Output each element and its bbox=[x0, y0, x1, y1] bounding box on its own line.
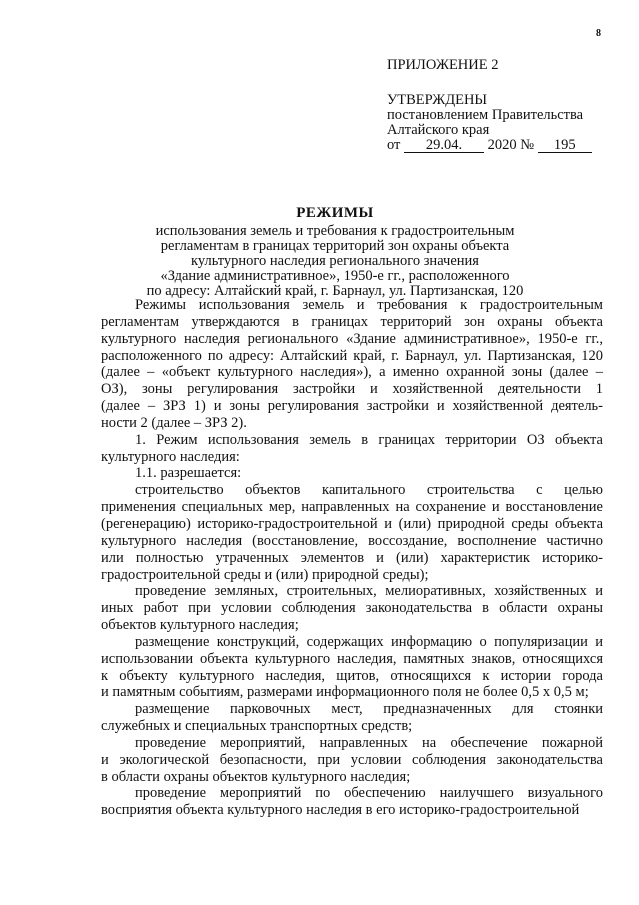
body-line: использовании объекта культурного наследия, памятных знаков, относящихся bbox=[101, 650, 603, 667]
body-line: иных работ при условии соблюдения законодательства в области охраны bbox=[101, 600, 603, 617]
body-line: (регенерацию) историко-градостроительной и (или) природной среды объекта bbox=[101, 515, 603, 532]
body-line: и экологической безопасности, при условии соблюдения законодательства bbox=[101, 751, 603, 768]
subtitle-line: культурного наследия регионального значения bbox=[191, 253, 479, 269]
body-line: (далее – ЗРЗ 1) и зоны регулирования застройки и хозяйственной деятель- bbox=[101, 398, 603, 415]
subtitle-line: по адресу: Алтайский край, г. Барнаул, ул. Партизанская, 120 bbox=[146, 283, 524, 299]
body-line: (далее – «объект культурного наследия»), а именно охранной зоны (далее – bbox=[101, 364, 603, 381]
body-line: служебных и специальных транспортных средств; bbox=[101, 718, 413, 735]
approval-line-1: постановлением Правительства bbox=[387, 107, 584, 123]
appendix-header bbox=[387, 58, 592, 153]
body-paragraph bbox=[101, 785, 603, 819]
body-paragraph bbox=[101, 634, 603, 701]
body-line: градостроительной среды и (или) природной среды); bbox=[101, 566, 429, 583]
subtitle-line: «Здание административное», 1950-е гг., расположенного bbox=[160, 268, 510, 284]
body-line: культурного наследия: bbox=[101, 448, 240, 465]
number-prefix: № bbox=[520, 137, 535, 153]
body-paragraph bbox=[101, 482, 603, 583]
approval-year: 2020 bbox=[487, 137, 517, 153]
body-line: 1. Режим использования земель в границах территории ОЗ объекта bbox=[135, 431, 603, 448]
approval-date: 29.04. bbox=[404, 139, 484, 153]
body-line: регламентам утверждаются в границах территорий зон охраны объекта bbox=[101, 313, 603, 330]
body-line: к объекту культурного наследия, щитов, относящихся к истории города bbox=[101, 667, 603, 684]
approved-label: УТВЕРЖДЕНЫ bbox=[387, 92, 488, 108]
body-paragraph bbox=[101, 701, 603, 735]
approval-number: 195 bbox=[538, 139, 592, 153]
body-line: Режимы использования земель и требования к градостроительным bbox=[135, 297, 603, 313]
body-paragraph bbox=[101, 297, 603, 432]
body-paragraph bbox=[101, 735, 603, 786]
from-prefix: от bbox=[387, 137, 401, 153]
body-line: восприятия объекта культурного наследия в его историко-градостроительной bbox=[101, 802, 580, 819]
body-line: или полностью утраченных элементов и (или) характеристик историко- bbox=[101, 549, 603, 566]
body-line: расположенного по адресу: Алтайский край, г. Барнаул, ул. Партизанская, 120 bbox=[101, 347, 603, 364]
body-line: строительство объектов капитального строительства с целью bbox=[135, 482, 603, 499]
body-line: 1.1. разрешается: bbox=[135, 465, 242, 482]
body-line: проведение мероприятий, направленных на обеспечение пожарной bbox=[135, 734, 603, 751]
body-line: культурного наследия регионального «Здание административное», 1950-е гг., bbox=[101, 330, 603, 347]
approval-date-line bbox=[387, 138, 592, 153]
body-line: размещение конструкций, содержащих информацию о популяризации и bbox=[135, 633, 603, 650]
document-body bbox=[101, 297, 603, 819]
body-line: проведение мероприятий по обеспечению наилучшего визуального bbox=[135, 785, 603, 802]
body-paragraph bbox=[101, 583, 603, 634]
appendix-label: ПРИЛОЖЕНИЕ 2 bbox=[387, 57, 499, 73]
body-line: культурного наследия (восстановление, воссоздание, восполнение частично bbox=[101, 532, 603, 549]
body-paragraph bbox=[101, 432, 603, 466]
body-line: и памятным событиям, размерами информационного поля не более 0,5 х 0,5 м; bbox=[101, 684, 589, 701]
body-line: ОЗ), зоны регулирования застройки и хозяйственной деятельности 1 bbox=[101, 381, 603, 398]
document-title bbox=[105, 206, 565, 299]
body-line: ности 2 (далее – ЗРЗ 2). bbox=[101, 414, 247, 431]
page-number: 8 bbox=[596, 28, 601, 39]
approval-line-2: Алтайского края bbox=[387, 122, 490, 138]
body-line: применения специальных мер, направленных на сохранение и восстановление bbox=[101, 499, 603, 516]
subtitle-line: регламентам в границах территорий зон охраны объекта bbox=[160, 238, 510, 254]
body-paragraph bbox=[101, 465, 603, 482]
body-line: проведение земляных, строительных, мелиоративных, хозяйственных и bbox=[135, 583, 603, 600]
body-line: размещение парковочных мест, предназначенных для стоянки bbox=[135, 701, 603, 718]
subtitle-line: использования земель и требования к градостроительным bbox=[155, 223, 515, 239]
title-main: РЕЖИМЫ bbox=[296, 205, 374, 221]
body-line: в области охраны объектов культурного наследия; bbox=[101, 768, 411, 785]
body-line: объектов культурного наследия; bbox=[101, 617, 299, 634]
